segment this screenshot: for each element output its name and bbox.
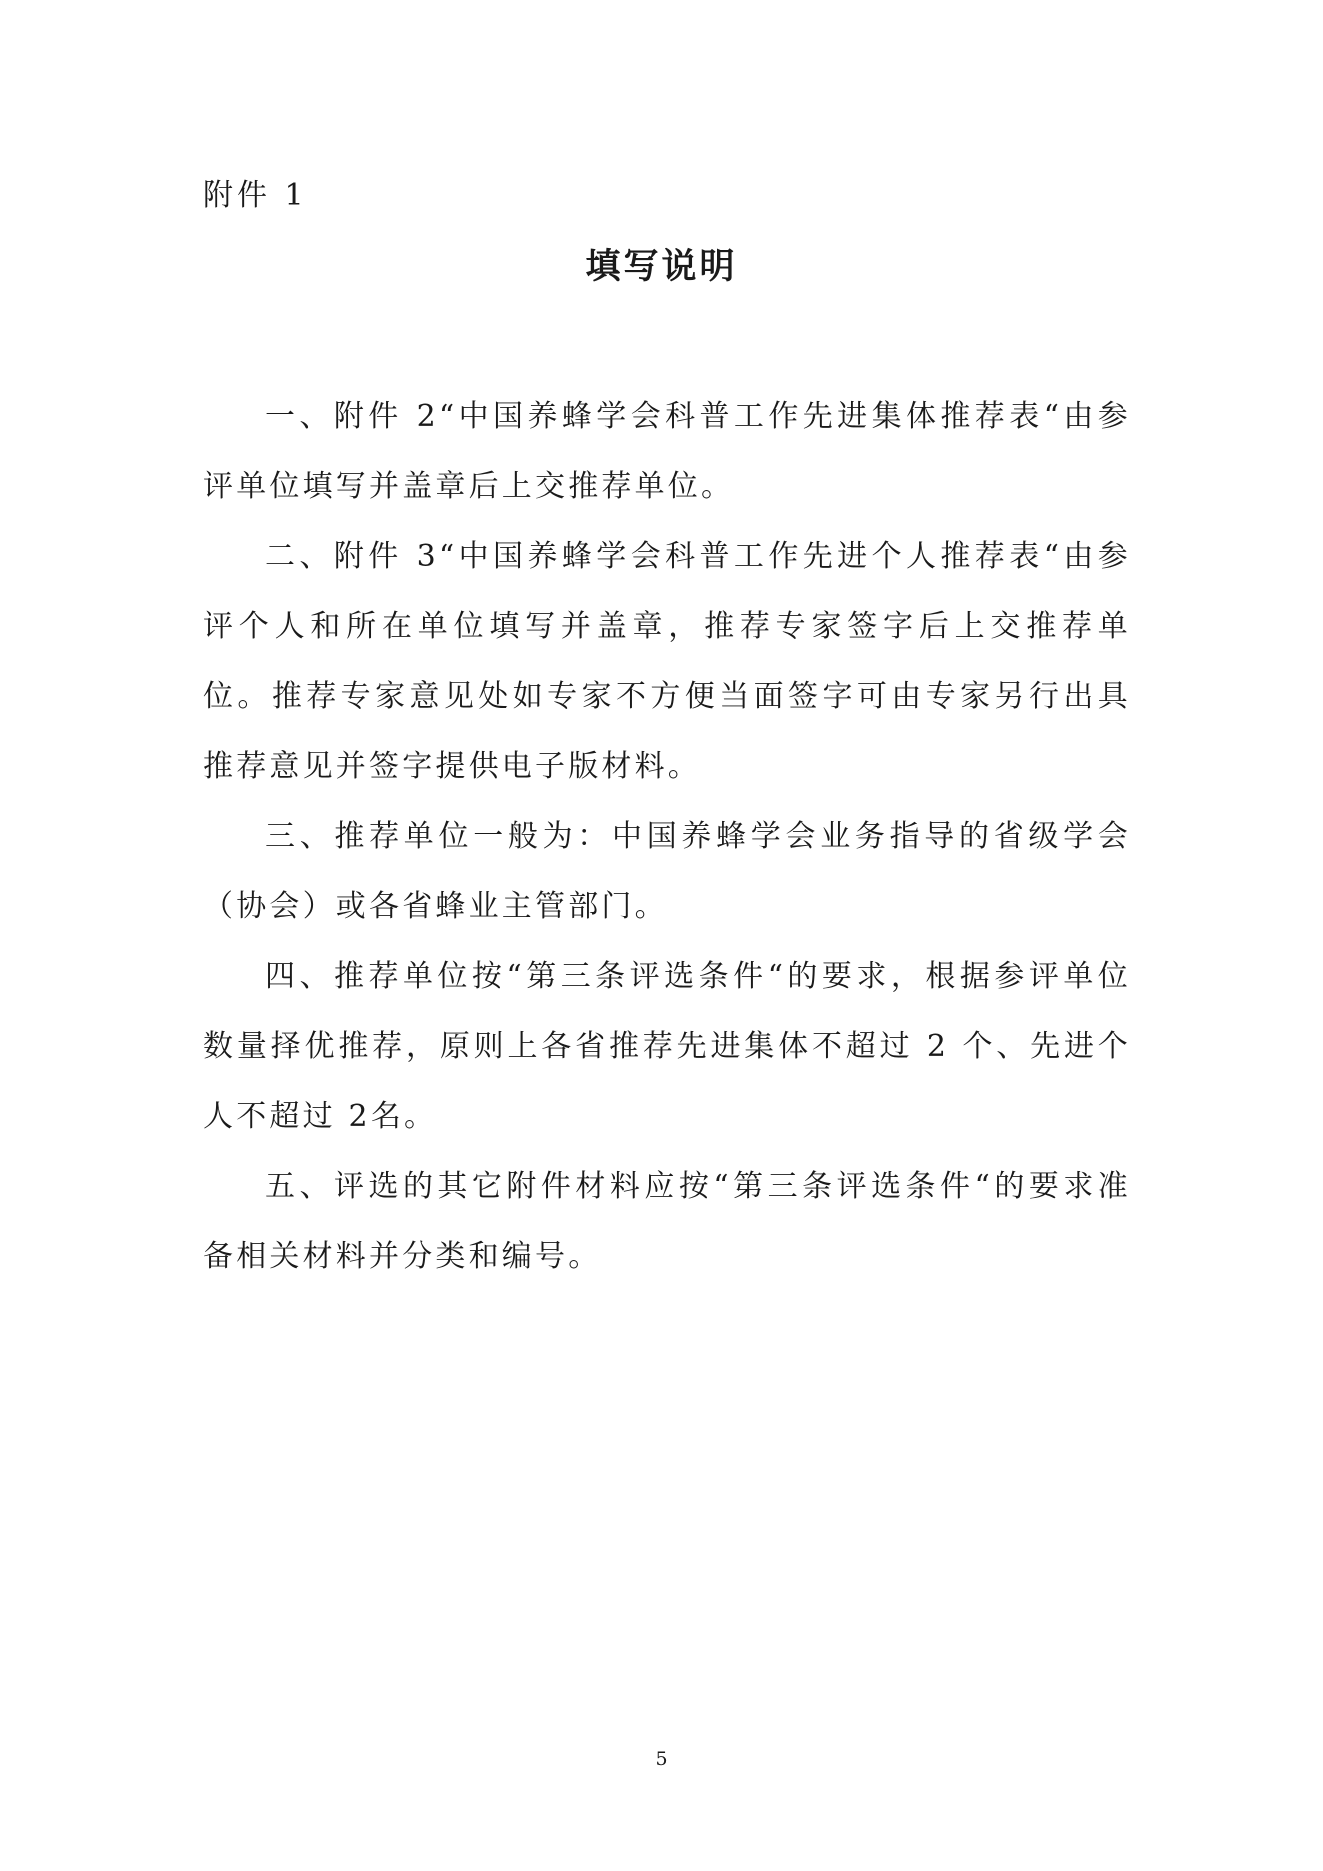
instruction-paragraph-5: 五、评选的其它附件材料应按“第三条评选条件“的要求准备相关材料并分类和编号。 [203,1169,1131,1274]
instruction-paragraph-4: 四、推荐单位按“第三条评选条件“的要求，根据参评单位数量择优推荐，原则上各省推荐先进集体不超过 2 个、先进个人不超过 2名。 [203,959,1131,1134]
instructions-body [203,382,1131,1292]
instruction-paragraph-1: 一、附件 2“中国养蜂学会科普工作先进集体推荐表“由参评单位填写并盖章后上交推荐单位。 [203,399,1131,504]
instruction-paragraph-2: 二、附件 3“中国养蜂学会科普工作先进个人推荐表“由参评个人和所在单位填写并盖章，推荐专家签字后上交推荐单位。推荐专家意见处如专家不方便当面签字可由专家另行出具推荐意见并签字提供电子版材料。 [203,539,1131,784]
page-number: 5 [655,1748,668,1770]
document-title: 填写说明 [585,247,738,287]
instruction-paragraph-3: 三、推荐单位一般为：中国养蜂学会业务指导的省级学会（协会）或各省蜂业主管部门。 [203,819,1131,924]
attachment-label: 附件 1 [203,178,308,213]
